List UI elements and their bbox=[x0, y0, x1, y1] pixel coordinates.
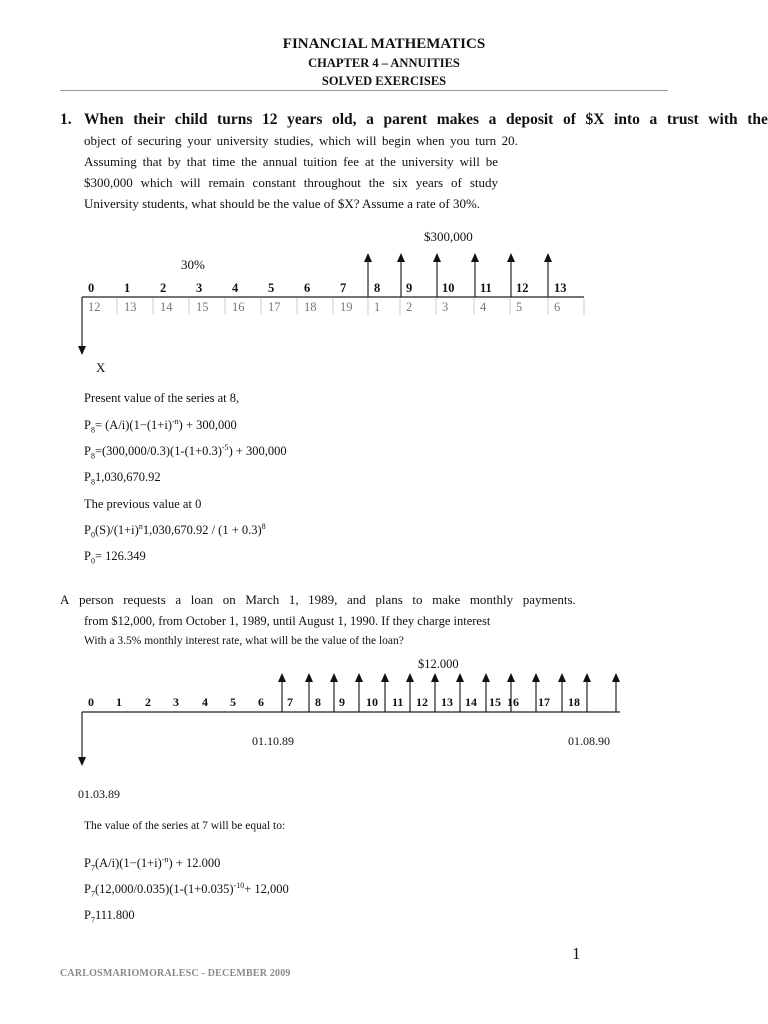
solution2-formula: $P_7(A/i)(1-(1+i)^{-n}) + 12.000$ bbox=[84, 855, 221, 873]
timeline2-tick-1: 1 bbox=[116, 695, 122, 709]
word: with bbox=[708, 111, 738, 128]
timeline1-period-label: 13 bbox=[124, 300, 137, 314]
word: you bbox=[450, 133, 470, 148]
timeline1-tick-1: 1 bbox=[124, 281, 131, 295]
timeline1-period-label: 4 bbox=[480, 300, 487, 314]
word: parent bbox=[383, 111, 428, 128]
solution1-discount: $P_0(S)/(1+i)^n1,030,670.92 / (1 + 0.3)^8$ bbox=[84, 522, 266, 540]
timeline2-payment-arrow bbox=[583, 673, 591, 712]
timeline1-period-label: 6 bbox=[554, 300, 561, 314]
timeline1-rate-label: 30% bbox=[181, 257, 205, 272]
word: requests bbox=[123, 592, 166, 607]
page-number: 1 bbox=[572, 944, 581, 963]
word: tuition bbox=[303, 154, 338, 169]
timeline1-tick-8: 8 bbox=[374, 281, 381, 295]
word: a bbox=[366, 111, 374, 128]
word: university bbox=[216, 133, 269, 148]
footer-author: CARLOSMARIOMORALESC - DECEMBER 2009 bbox=[60, 968, 291, 979]
word: deposit bbox=[505, 111, 554, 128]
timeline2-tick-0: 0 bbox=[88, 695, 94, 709]
word: $300,000 bbox=[84, 175, 133, 190]
exercise2-line2: from $12,000, from October 1, 1989, until August 1, 1990. If they charge interest bbox=[84, 614, 491, 628]
solution2-result: $P_7111.800$ bbox=[84, 908, 135, 925]
word: six bbox=[392, 175, 408, 190]
timeline1-tick-0: 0 bbox=[88, 281, 95, 295]
word: of bbox=[121, 133, 133, 148]
solution2-substitution: $P_7(12,000/0.035)(1-(1+0.035)^{-10}+ 12,000$ bbox=[84, 881, 289, 899]
timeline2-payment-arrow bbox=[558, 673, 566, 712]
exercise2-line3: With a 3.5% monthly interest rate, what will be the value of the loan? bbox=[84, 635, 404, 647]
word: annual bbox=[262, 154, 298, 169]
word: university bbox=[401, 154, 454, 169]
word: constant bbox=[252, 175, 296, 190]
word: on bbox=[222, 592, 236, 607]
word: A bbox=[60, 592, 70, 607]
section-subtitle: SOLVED EXERCISES bbox=[321, 74, 447, 88]
word: Assuming bbox=[84, 154, 137, 169]
word: a bbox=[488, 111, 497, 128]
word: make bbox=[432, 592, 461, 607]
timeline2-tick-10: 10 bbox=[366, 695, 378, 709]
word: the bbox=[380, 154, 396, 169]
timeline2-start-date: 01.10.89 bbox=[252, 734, 294, 748]
timeline2-payment-arrow bbox=[305, 673, 313, 712]
timeline1-tick-6: 6 bbox=[304, 281, 311, 295]
timeline1-period-label: 3 bbox=[442, 300, 449, 314]
timeline2-payment-arrow bbox=[456, 673, 464, 712]
word: makes bbox=[436, 111, 479, 128]
timeline2-amount-label: $12.000 bbox=[418, 657, 459, 671]
solution1-result-p0: $P_0= 126.349$ bbox=[84, 549, 146, 566]
word: the bbox=[368, 175, 385, 190]
timeline2-tick-15: 15 bbox=[489, 695, 501, 709]
word: 20. bbox=[501, 133, 518, 148]
word: trust bbox=[666, 111, 699, 128]
solution1-substitution: $P_8=(300,000/0.3)(1-(1+0.3)^{-5}) + 300,000$ bbox=[84, 443, 287, 461]
word: When bbox=[84, 111, 124, 128]
timeline1-tick-3: 3 bbox=[196, 281, 203, 295]
word: their bbox=[133, 111, 166, 128]
document-title: FINANCIAL MATHEMATICS bbox=[282, 36, 486, 52]
timeline1-period-label: 16 bbox=[232, 300, 245, 314]
word: be bbox=[485, 154, 498, 169]
timeline2-tick-18: 18 bbox=[568, 695, 580, 709]
timeline2-payment-arrow bbox=[330, 673, 338, 712]
word: securing bbox=[137, 133, 182, 148]
word: $X bbox=[585, 111, 605, 128]
word: loan bbox=[190, 592, 214, 607]
timeline2-payment-arrow bbox=[278, 673, 286, 712]
timeline2-tick-14: 14 bbox=[465, 695, 477, 709]
word: 1989, bbox=[308, 592, 338, 607]
timeline1-period-label: 12 bbox=[88, 300, 101, 314]
word: at bbox=[364, 154, 375, 169]
timeline1-deposit-label: X bbox=[96, 360, 106, 375]
timeline2-payment-arrow bbox=[406, 673, 414, 712]
exercise1-line5: University students, what should be the value of $X? Assume a rate of 30%. bbox=[84, 196, 481, 211]
word: March bbox=[245, 592, 280, 607]
timeline1-period-label: 19 bbox=[340, 300, 353, 314]
timeline2-payment-arrow bbox=[612, 673, 620, 712]
timeline2-tick-3: 3 bbox=[173, 695, 179, 709]
timeline2-tick-11: 11 bbox=[392, 695, 404, 709]
word: will bbox=[180, 175, 201, 190]
word: 12 bbox=[261, 111, 278, 128]
word: payments. bbox=[522, 592, 576, 607]
word: that bbox=[142, 154, 163, 169]
timeline1-period-label: 2 bbox=[406, 300, 413, 314]
word: studies, bbox=[274, 133, 314, 148]
word: turn bbox=[475, 133, 497, 148]
timeline1-period-label: 1 bbox=[374, 300, 381, 314]
timeline2-tick-13: 13 bbox=[441, 695, 453, 709]
word: of bbox=[562, 111, 576, 128]
timeline2-end-date: 01.08.90 bbox=[568, 734, 610, 748]
timeline1-tick-5: 5 bbox=[268, 281, 275, 295]
timeline2-tick-12: 12 bbox=[416, 695, 428, 709]
timeline2-tick-5: 5 bbox=[230, 695, 236, 709]
solution2-intro: The value of the series at 7 will be equal to: bbox=[84, 820, 286, 832]
timeline1-tick-2: 2 bbox=[160, 281, 167, 295]
chapter-title: CHAPTER 4 – ANNUITIES bbox=[308, 56, 460, 70]
timeline1-tick-9: 9 bbox=[406, 281, 413, 295]
timeline1-tick-13: 13 bbox=[554, 281, 567, 295]
timeline2-tick-8: 8 bbox=[315, 695, 321, 709]
timeline1-period-label: 18 bbox=[304, 300, 317, 314]
word: fee bbox=[343, 154, 359, 169]
timeline2-payment-arrow bbox=[355, 673, 363, 712]
timeline1-period-label: 15 bbox=[196, 300, 209, 314]
word: into bbox=[614, 111, 640, 128]
word: the bbox=[241, 154, 257, 169]
timeline1-tick-4: 4 bbox=[232, 281, 239, 295]
timeline2-tick-9: 9 bbox=[339, 695, 345, 709]
word: which bbox=[318, 133, 351, 148]
word: person bbox=[78, 592, 114, 607]
word: old, bbox=[332, 111, 357, 128]
word: monthly bbox=[469, 592, 514, 607]
timeline1-tick-11: 11 bbox=[480, 281, 492, 295]
timeline1-period-label: 14 bbox=[160, 300, 173, 314]
word: years bbox=[287, 111, 323, 128]
word: to bbox=[412, 592, 423, 607]
timeline2-tick-4: 4 bbox=[202, 695, 208, 709]
timeline2-tick-6: 6 bbox=[258, 695, 264, 709]
solution1-intro: Present value of the series at 8, bbox=[84, 391, 240, 405]
timeline2-tick-17: 17 bbox=[538, 695, 550, 709]
word: when bbox=[416, 133, 445, 148]
word: 1, bbox=[288, 592, 299, 607]
word: years bbox=[415, 175, 444, 190]
word: of bbox=[451, 175, 462, 190]
timeline1-tick-10: 10 bbox=[442, 281, 455, 295]
word: a bbox=[649, 111, 658, 128]
word: begin bbox=[382, 133, 411, 148]
word: a bbox=[175, 592, 182, 607]
word: throughout bbox=[303, 175, 361, 190]
word: by bbox=[167, 154, 181, 169]
word: which bbox=[140, 175, 173, 190]
word: and bbox=[346, 592, 366, 607]
solution1-result-p8: $P_81,030,670.92$ bbox=[84, 470, 161, 487]
timeline1-period-label: 17 bbox=[268, 300, 281, 314]
timeline2-loan-date: 01.03.89 bbox=[78, 787, 120, 801]
solution1-previous-value: The previous value at 0 bbox=[84, 497, 202, 511]
timeline2-tick-2: 2 bbox=[145, 695, 151, 709]
timeline1-tick-12: 12 bbox=[516, 281, 529, 295]
timeline2-payment-arrow bbox=[431, 673, 439, 712]
word: will bbox=[356, 133, 377, 148]
word: plans bbox=[375, 592, 403, 607]
timeline2-tick-16: 16 bbox=[507, 695, 519, 709]
timeline2-tick-7: 7 bbox=[287, 695, 293, 709]
word: turns bbox=[217, 111, 253, 128]
solution1-formula: $P_8= (A/i)(1-(1+i)^{-n}) + 300,000$ bbox=[84, 417, 237, 435]
timeline1-amount-label: $300,000 bbox=[424, 229, 473, 244]
word: child bbox=[174, 111, 208, 128]
timeline1-tick-7: 7 bbox=[340, 281, 347, 295]
word: remain bbox=[208, 175, 245, 190]
exercise1-number: 1. bbox=[60, 111, 72, 128]
word: the bbox=[747, 111, 768, 128]
timeline2-payment-arrow bbox=[381, 673, 389, 712]
word: will bbox=[459, 154, 480, 169]
word: that bbox=[186, 154, 207, 169]
timeline1-period-label: 5 bbox=[516, 300, 523, 314]
word: your bbox=[187, 133, 212, 148]
word: time bbox=[212, 154, 236, 169]
word: object bbox=[84, 133, 116, 148]
word: study bbox=[469, 175, 498, 190]
